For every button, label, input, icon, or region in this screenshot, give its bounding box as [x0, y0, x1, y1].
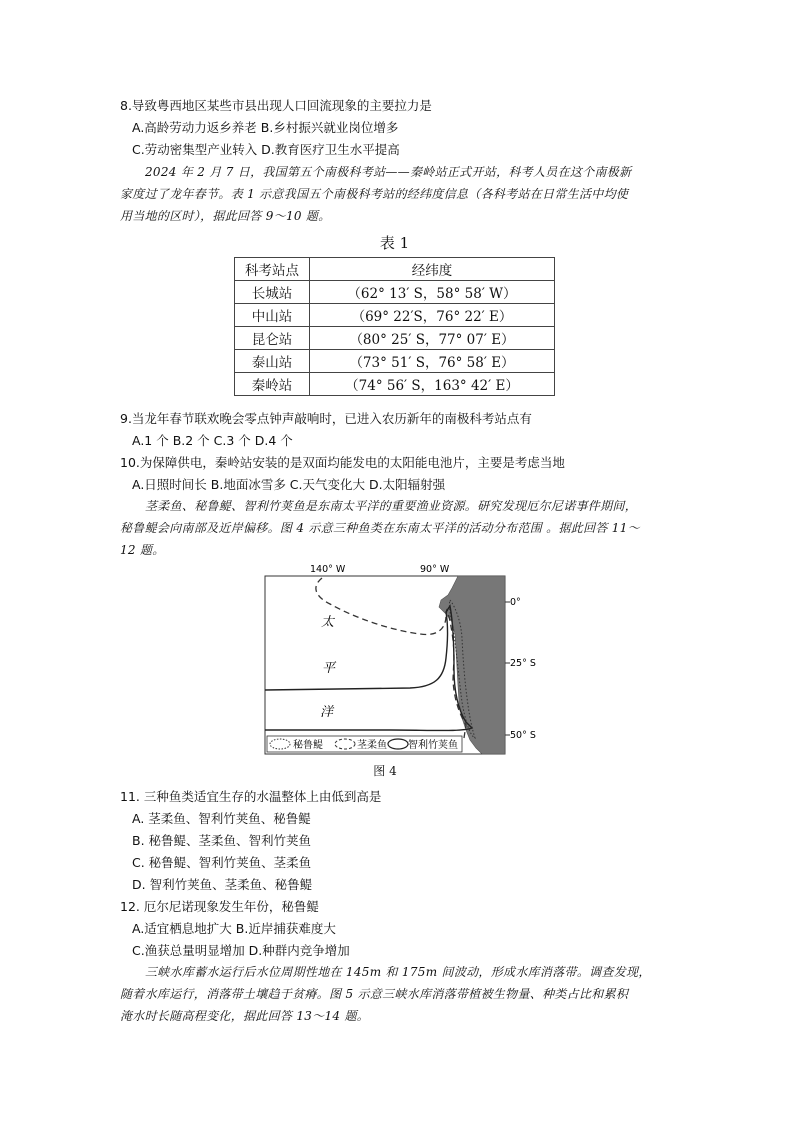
q11-option-a: A. 茎柔鱼、智利竹荚鱼、秘鲁鳀 — [132, 811, 311, 826]
lon-label-140w: 140° W — [310, 564, 346, 575]
station-name: 秦岭站 — [235, 373, 310, 396]
lon-label-90w: 90° W — [420, 564, 450, 575]
station-name: 泰山站 — [235, 350, 310, 373]
lat-label-0: 0° — [510, 597, 521, 608]
table1-header-row — [235, 258, 555, 281]
intro1-line1: 2024 年 2 月 7 日，我国第五个南极科考站——秦岭站正式开站，科考人员在这个南极新 — [145, 165, 632, 179]
table-row — [235, 373, 555, 396]
q12-options-ab: A.适宜栖息地扩大 B.近岸捕获难度大 — [132, 921, 336, 936]
intro1-line3: 用当地的区时），据此回答 9～10 题。 — [120, 209, 331, 223]
table1 — [234, 257, 555, 396]
ocean-label-char: 洋 — [320, 705, 334, 720]
figure4-caption: 图 4 — [373, 764, 397, 778]
station-name: 中山站 — [235, 304, 310, 327]
table-row — [235, 350, 555, 373]
q11-option-d: D. 智利竹荚鱼、茎柔鱼、秘鲁鳀 — [132, 877, 313, 892]
table-row — [235, 281, 555, 304]
q10-stem: 10.为保障供电，秦岭站安装的是双面均能发电的太阳能电池片，主要是考虑当地 — [120, 455, 565, 470]
intro3-line1: 三峡水库蓄水运行后水位周期性地在 145m 和 175m 间波动，形成水库消落带。调查发现， — [145, 965, 651, 979]
ocean-label-char: 平 — [322, 661, 336, 676]
q12-stem: 12. 厄尔尼诺现象发生年份，秘鲁鳀 — [120, 899, 319, 914]
table1-title: 表 1 — [379, 234, 410, 252]
station-name: 长城站 — [235, 281, 310, 304]
q10-options: A.日照时间长 B.地面冰雪多 C.天气变化大 D.太阳辐射强 — [132, 477, 446, 492]
ocean-label-char: 太 — [321, 615, 335, 630]
q11-option-b: B. 秘鲁鳀、茎柔鱼、智利竹荚鱼 — [132, 833, 312, 848]
q12-options-cd: C.渔获总量明显增加 D.种群内竞争增加 — [132, 943, 350, 958]
station-coord: （74° 56′ S，163° 42′ E） — [310, 373, 555, 396]
station-coord: （62° 13′ S，58° 58′ W） — [310, 281, 555, 304]
q8-options-cd: C.劳动密集型产业转入 D.教育医疗卫生水平提高 — [132, 142, 400, 157]
table-row — [235, 327, 555, 350]
q9-stem: 9.当龙年春节联欢晚会零点钟声敲响时，已进入农历新年的南极科考站点有 — [120, 411, 532, 426]
station-coord: （69° 22′S，76° 22′ E） — [310, 304, 555, 327]
q11-option-c: C. 秘鲁鳀、智利竹荚鱼、茎柔鱼 — [132, 855, 312, 870]
q8-stem: 8.导致粤西地区某些市县出现人口回流现象的主要拉力是 — [120, 98, 432, 113]
intro2-line2: 秘鲁鳀会向南部及近岸偏移。图 4 示意三种鱼类在东南太平洋的活动分布范围 。据此回答 11～ — [120, 521, 640, 535]
table1-header-station: 科考站点 — [235, 258, 310, 281]
intro3-line3: 淹水时长随高程变化，据此回答 13～14 题。 — [120, 1009, 370, 1023]
intro2-line3: 12 题。 — [120, 543, 165, 557]
lat-label-50s: 50° S — [510, 730, 536, 741]
q9-options: A.1 个 B.2 个 C.3 个 D.4 个 — [132, 433, 293, 448]
legend-label-jumbo-squid: 茎柔鱼 — [357, 740, 387, 751]
intro1-line2: 家度过了龙年春节。表 1 示意我国五个南极科考站的经纬度信息（各科考站在日常生活中均使 — [120, 187, 629, 201]
table-row — [235, 304, 555, 327]
station-name: 昆仑站 — [235, 327, 310, 350]
q8-options-ab: A.高龄劳动力返乡养老 B.乡村振兴就业岗位增多 — [132, 120, 399, 135]
q11-stem: 11. 三种鱼类适宜生存的水温整体上由低到高是 — [120, 789, 382, 804]
station-coord: （80° 25′ S，77° 07′ E） — [310, 327, 555, 350]
intro2-line1: 茎柔鱼、秘鲁鳀、智利竹荚鱼是东南太平洋的重要渔业资源。研究发现厄尔尼诺事件期间， — [145, 499, 638, 513]
station-coord: （73° 51′ S，76° 58′ E） — [310, 350, 555, 373]
legend-label-jack-mackerel: 智利竹荚鱼 — [408, 740, 458, 751]
lat-label-25s: 25° S — [510, 658, 536, 669]
legend-label-peru-anchovy: 秘鲁鳀 — [293, 740, 323, 751]
figure4-map — [240, 560, 560, 775]
intro3-line2: 随着水库运行，消落带土壤趋于贫瘠。图 5 示意三峡水库消落带植被生物量、种类占比和累积 — [120, 987, 629, 1001]
table1-header-coord: 经纬度 — [310, 258, 555, 281]
